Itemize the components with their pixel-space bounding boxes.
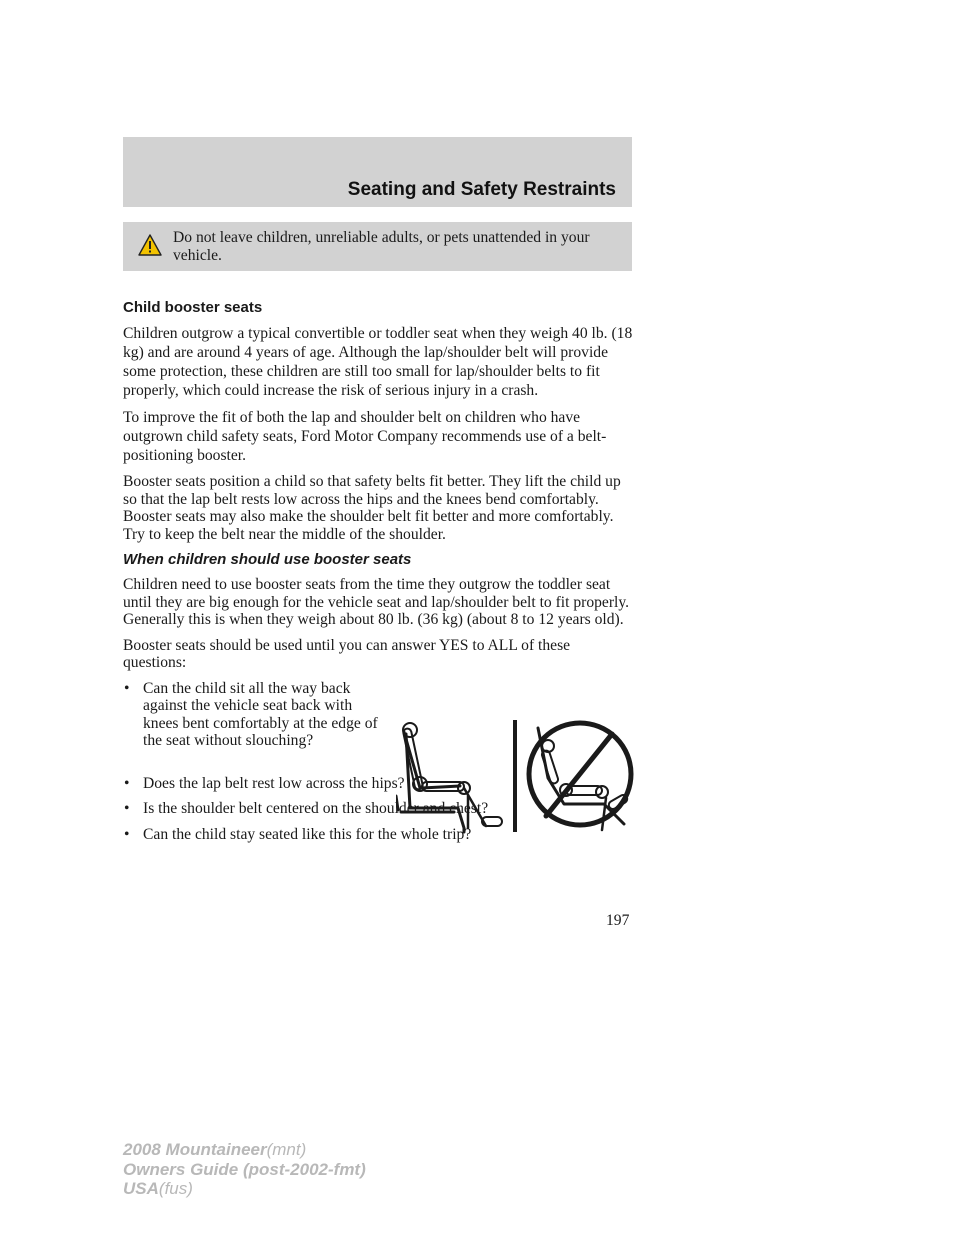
warning-box [123,222,632,271]
footer-line-1 [123,1140,366,1160]
paragraph-improve-fit: To improve the fit of both the lap and shoulder belt on children who have outgrown child safety seats, Ford Motor Company recommends use of a belt-positioning booster. [123,409,607,464]
footer-model-code: (mnt) [266,1140,307,1159]
correct-seating-illustration [396,723,502,832]
bullet-text: Can the child stay seated like this for the whole trip? [143,825,472,843]
page-number: 197 [606,912,630,929]
heading-child-booster-seats: Child booster seats [123,299,263,316]
warning-text: Do not leave children, unreliable adults, or pets unattended in your vehicle. [173,229,590,264]
paragraph-outgrow: Children outgrow a typical convertible or toddler seat when they weigh 40 lb. (18 kg) and are around 4 years of age. Although the lap/shoulder belt will provide some protection, these children are still too small for lap/shoulder belts to fit properly, which could increase the risk of serious injury in a crash. [123,325,633,399]
incorrect-seating-illustration [529,723,631,830]
bullet-symbol: • [124,679,130,697]
warning-triangle-icon [138,234,162,256]
bullet-text: Can the child sit all the way back against the vehicle seat back with knees bent comfortably at the edge of the seat without slouching? [143,679,378,749]
footer-market-code: (fus) [158,1179,193,1198]
bullet-symbol: • [124,825,130,843]
footer-line-2 [123,1160,366,1180]
footer-model: 2008 Mountaineer [123,1140,267,1159]
bullet-symbol: • [124,800,130,817]
footer-market: USA [123,1179,159,1198]
paragraph-yes-questions: Booster seats should be used until you can answer YES to ALL of these questions: [123,636,571,671]
section-title: Seating and Safety Restraints [347,179,616,200]
bullet-symbol: • [124,774,130,792]
header-band [123,137,632,207]
footer-guide: Owners Guide (post-2002-fmt) [123,1159,366,1179]
paragraph-need-booster: Children need to use booster seats from the time they outgrow the toddler seat until they are big enough for the vehicle seat and lap/shoulder belt to fit properly. Generally this is when they weigh about 80 lb. (36 kg) (about 8 to 12 years old). [123,576,630,628]
bullet-text: Does the lap belt rest low across the hips? [143,774,405,792]
heading-when-booster: When children should use booster seats [123,551,412,568]
list-item [123,680,388,750]
bullet-text: Is the shoulder belt centered on the shoulder and chest? [143,800,489,817]
paragraph-booster-position: Booster seats position a child so that safety belts fit better. They lift the child up so that the lap belt rests low across the hips and the knees bend comfortably. Booster seats may also make the shoulder belt fit better and more comfortably. Try to keep the belt near the middle of the shoulder. [123,473,621,543]
booster-seat-figure [396,716,634,834]
footer-line-3 [123,1179,366,1199]
footer [123,1140,366,1199]
